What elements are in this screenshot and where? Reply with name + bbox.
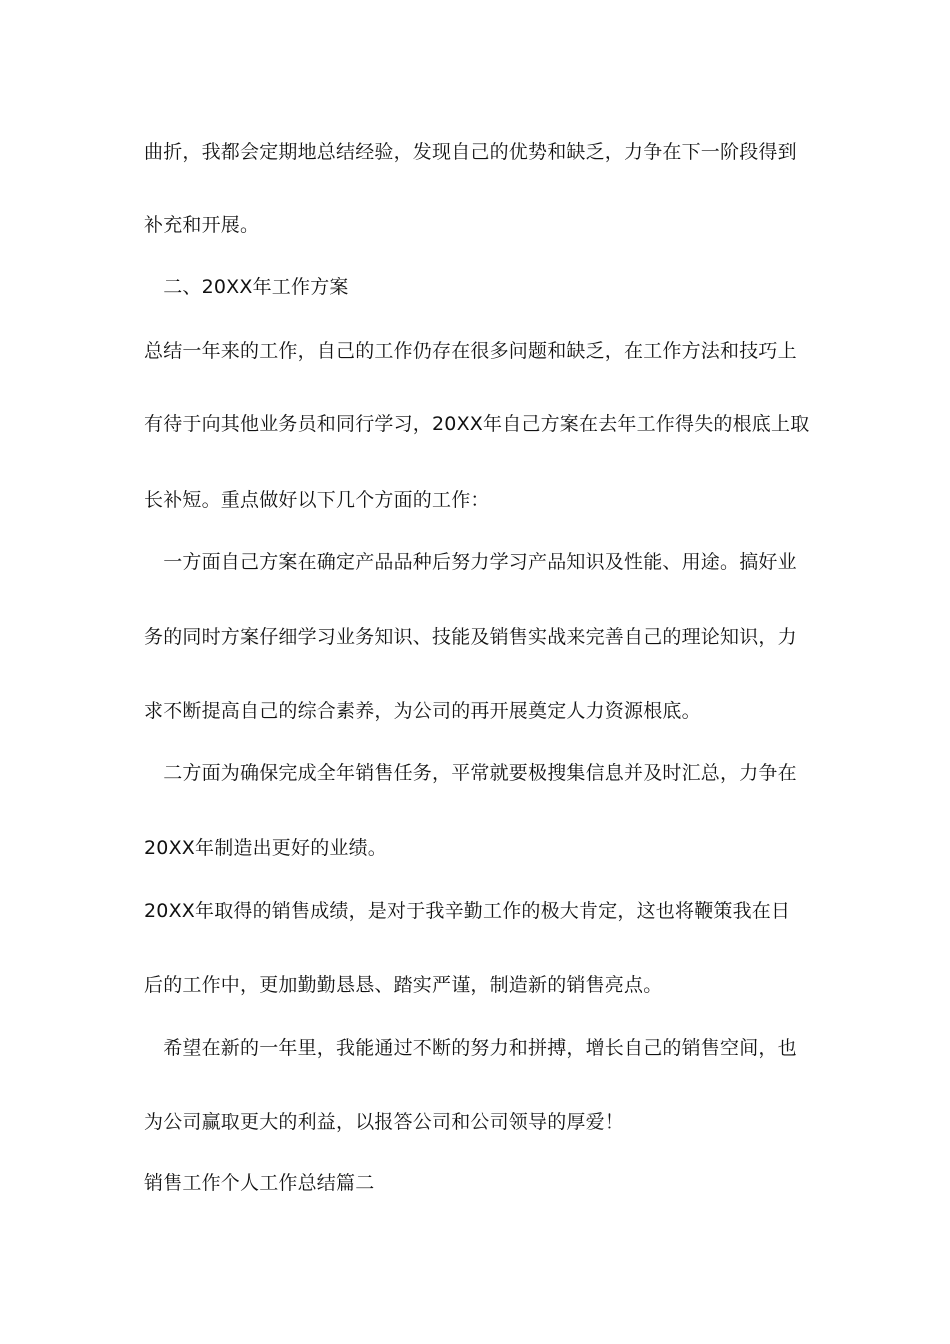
text-line: 二方面为确保完成全年销售任务，平常就要极搜集信息并及时汇总，力争在	[144, 762, 797, 784]
text-line: 求不断提高自己的综合素养，为公司的再开展奠定人力资源根底。	[144, 700, 701, 722]
text-line: 总结一年来的工作，自己的工作仍存在很多问题和缺乏，在工作方法和技巧上	[144, 340, 797, 362]
section-title: 销售工作个人工作总结篇二	[144, 1172, 375, 1194]
text-line: 为公司赢取更大的利益，以报答公司和公司领导的厚爱！	[144, 1111, 625, 1133]
text-line: 曲折，我都会定期地总结经验，发现自己的优势和缺乏，力争在下一阶段得到	[144, 141, 797, 163]
text-line: 长补短。重点做好以下几个方面的工作：	[144, 489, 490, 511]
text-line: 有待于向其他业务员和同行学习，20XX年自己方案在去年工作得失的根底上取	[144, 413, 810, 435]
text-line: 补充和开展。	[144, 214, 260, 236]
text-line: 20XX年制造出更好的业绩。	[144, 837, 388, 859]
section-heading: 二、20XX年工作方案	[144, 276, 349, 298]
text-line: 一方面自己方案在确定产品品种后努力学习产品知识及性能、用途。搞好业	[144, 551, 797, 573]
text-line: 务的同时方案仔细学习业务知识、技能及销售实战来完善自己的理论知识，力	[144, 626, 797, 648]
text-line: 后的工作中，更加勤勤恳恳、踏实严谨，制造新的销售亮点。	[144, 974, 663, 996]
text-line: 希望在新的一年里，我能通过不断的努力和拼搏，增长自己的销售空间，也	[144, 1037, 797, 1059]
text-line: 20XX年取得的销售成绩，是对于我辛勤工作的极大肯定，这也将鞭策我在日	[144, 900, 791, 922]
